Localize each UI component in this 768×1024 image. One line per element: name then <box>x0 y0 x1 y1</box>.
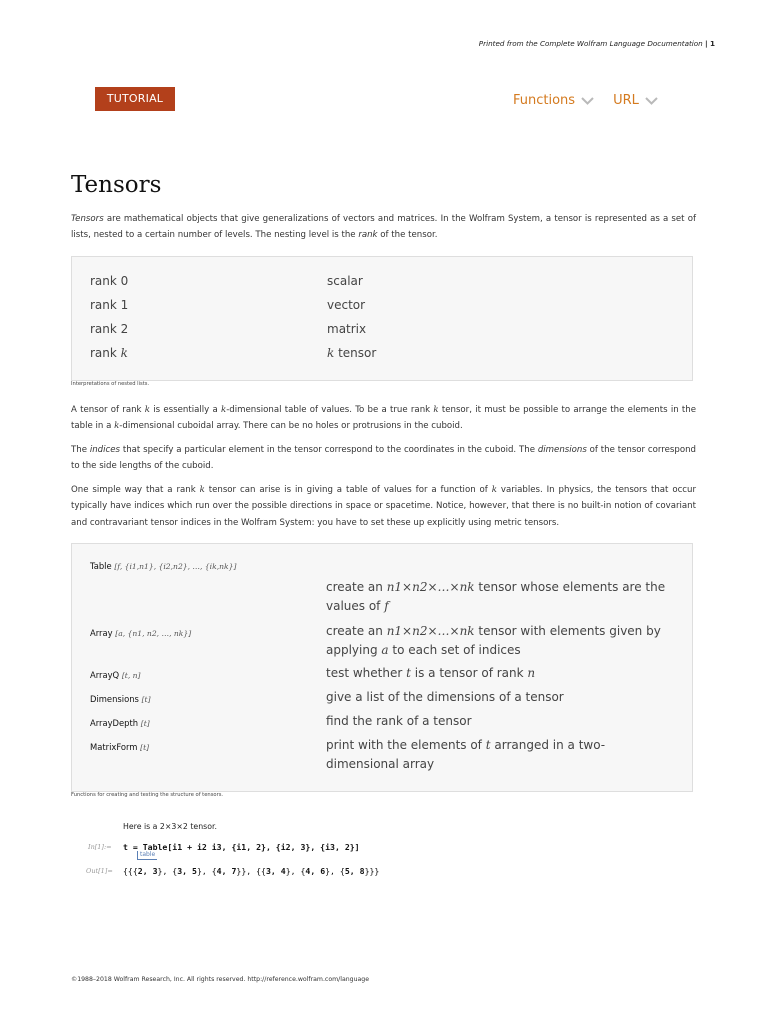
functions-table <box>71 543 693 792</box>
intro-text-end: of the tensor. <box>377 230 438 241</box>
table-row <box>90 298 682 318</box>
math: n1×n2×…×nk <box>386 624 475 638</box>
functions-menu-label: Functions <box>513 93 576 108</box>
function-name-array[interactable] <box>90 628 191 638</box>
var: a <box>381 643 389 657</box>
input-code-text: t = Table[i1 + i2 i3, {i1, 2}, {i2, 3}, {i3, 2}] <box>123 842 360 852</box>
meaning-cell: vector <box>327 298 366 312</box>
function-description: give a list of the dimensions of a tensor <box>326 690 564 704</box>
var: f <box>384 599 389 613</box>
var: k <box>199 485 205 495</box>
output-pair: 3, 4 <box>265 866 286 876</box>
var: k <box>144 405 150 415</box>
function-name: Dimensions <box>90 694 139 704</box>
output-label: Out[1]= <box>86 867 113 875</box>
function-args: [t] <box>141 695 151 704</box>
output-code: {{{2, 3}, {3, 5}, {4, 7}}, {{3, 4}, {4, 6}, {5, 8}}} <box>123 866 380 876</box>
meaning-suffix: tensor <box>334 346 377 360</box>
rank-table <box>71 256 693 381</box>
output-pair: 4, 6 <box>305 866 326 876</box>
text: tensor can arise is in giving a table of values for a function of <box>204 485 492 495</box>
example-text: Here is a 2×3×2 tensor. <box>123 822 217 831</box>
output-brace: }}} <box>364 866 380 876</box>
paragraph-physics <box>71 482 696 531</box>
table-row <box>90 346 682 366</box>
function-args: [f, {i1,n1}, {i2,n2}, …, {ik,nk}] <box>114 562 237 571</box>
function-name-matrixform[interactable] <box>90 742 149 752</box>
text: One simple way that a rank <box>71 485 200 495</box>
output-pair: 3, 5 <box>177 866 197 876</box>
output-pair: 4, 7 <box>216 866 237 876</box>
rank-cell: rank 0 <box>90 274 129 288</box>
intro-paragraph <box>71 211 696 244</box>
text: is essentially a <box>149 405 221 415</box>
function-name: ArrayQ <box>90 670 120 680</box>
text: is a tensor of rank <box>410 666 528 680</box>
function-args: [a, {n1, n2, …, nk}] <box>115 629 192 638</box>
var: k <box>491 485 497 495</box>
function-name: Table <box>90 561 112 571</box>
print-header <box>479 39 715 48</box>
table-link[interactable]: table <box>137 851 157 860</box>
meaning-cell: scalar <box>327 274 363 288</box>
text: test whether <box>326 666 407 680</box>
text: tensor, it must be possible to arrange the elements in the table in a <box>71 405 697 432</box>
function-description <box>326 578 676 616</box>
copyright-footer: ©1988–2018 Wolfram Research, Inc. All rights reserved. http://reference.wolfram.com/language <box>71 976 370 983</box>
output-pair: 5, 8 <box>344 866 365 876</box>
var: k <box>114 421 120 432</box>
function-name-dimensions[interactable] <box>90 694 151 704</box>
function-args: [t] <box>140 743 150 752</box>
top-nav <box>513 93 658 108</box>
text: that specify a particular element in the tensor correspond to the coordinates in the cuboid. The <box>120 445 538 455</box>
var: k <box>220 405 227 415</box>
text: tensor with elements given by applying <box>326 624 661 657</box>
var: n <box>527 666 536 680</box>
output-pair: 2, 3 <box>137 866 158 876</box>
url-menu-label: URL <box>613 93 639 108</box>
text: print with the elements of <box>326 738 486 752</box>
paragraph-rank-k <box>71 402 696 435</box>
text: of the tensor correspond to the side lengths of the cuboid. <box>71 445 697 472</box>
function-description <box>326 736 676 774</box>
function-description <box>326 622 676 660</box>
rank-cell <box>90 346 128 360</box>
function-description <box>326 664 676 683</box>
term: indices <box>89 445 120 455</box>
text: arranged in a two-dimensional array <box>326 738 606 771</box>
var: k <box>433 405 439 415</box>
table-row <box>90 322 682 342</box>
text: variables. In physics, the tensors that occur typically have indices which run over the possible directions in space or spacetime. Notice, however, that there is no built-in notion of covariant and contravariant tensor indices in the Wolfram System: you have to set these up explicitly using metric tensors. <box>71 485 697 528</box>
text: -dimensional table of values. To be a true rank <box>226 405 434 415</box>
rank-prefix: rank <box>90 346 121 360</box>
paragraph-indices <box>71 442 696 475</box>
page-title: Tensors <box>71 172 162 198</box>
text: create an <box>326 624 387 638</box>
rank-table-caption: Interpretations of nested lists. <box>71 381 150 387</box>
function-name: Array <box>90 628 113 638</box>
chevron-down-icon <box>645 97 658 105</box>
tutorial-tag: TUTORIAL <box>95 87 175 111</box>
header-separator: | <box>705 39 708 48</box>
printed-from-text: Printed from the Complete Wolfram Language Documentation <box>478 39 703 48</box>
meaning-cell <box>327 346 376 360</box>
term: dimensions <box>537 445 587 455</box>
chevron-down-icon <box>581 97 594 105</box>
function-description: find the rank of a tensor <box>326 714 472 728</box>
function-name-table[interactable] <box>90 561 236 571</box>
table-row <box>90 274 682 294</box>
intro-term-rank: rank <box>358 230 378 241</box>
text: create an <box>326 580 387 594</box>
function-name: ArrayDepth <box>90 718 139 728</box>
rank-var: k <box>120 346 128 360</box>
function-args: [t] <box>140 719 150 728</box>
functions-menu[interactable] <box>513 93 594 108</box>
function-args: [t, n] <box>121 671 141 680</box>
page-number: 1 <box>709 39 715 48</box>
text: The <box>71 445 90 455</box>
var: t <box>406 666 411 680</box>
text: tensor whose elements are the values of <box>326 580 666 613</box>
text: -dimensional cuboidal array. There can be no holes or protrusions in the cuboid. <box>119 421 463 432</box>
url-menu[interactable] <box>613 93 658 108</box>
meaning-cell: matrix <box>327 322 367 336</box>
input-label: In[1]:= <box>88 843 112 851</box>
text: to each set of indices <box>388 643 521 657</box>
math: n1×n2×…×nk <box>386 580 475 594</box>
function-name: MatrixForm <box>90 742 138 752</box>
functions-table-caption: Functions for creating and testing the structure of tensors. <box>71 792 224 798</box>
function-name-arrayq[interactable] <box>90 670 141 680</box>
meaning-var: k <box>327 346 335 360</box>
rank-cell: rank 2 <box>90 322 129 336</box>
rank-cell: rank 1 <box>90 298 129 312</box>
input-code[interactable] <box>123 842 360 852</box>
output-brace: {{{ <box>123 866 138 876</box>
function-name-arraydepth[interactable] <box>90 718 150 728</box>
var: t <box>485 738 491 752</box>
intro-term: Tensors <box>71 214 104 224</box>
text: A tensor of rank <box>71 405 145 415</box>
intro-text: are mathematical objects that give generalizations of vectors and matrices. In the Wolfram System, a tensor is represented as a set of lists, nested to a certain number of levels. The nesting level is the <box>71 214 696 241</box>
